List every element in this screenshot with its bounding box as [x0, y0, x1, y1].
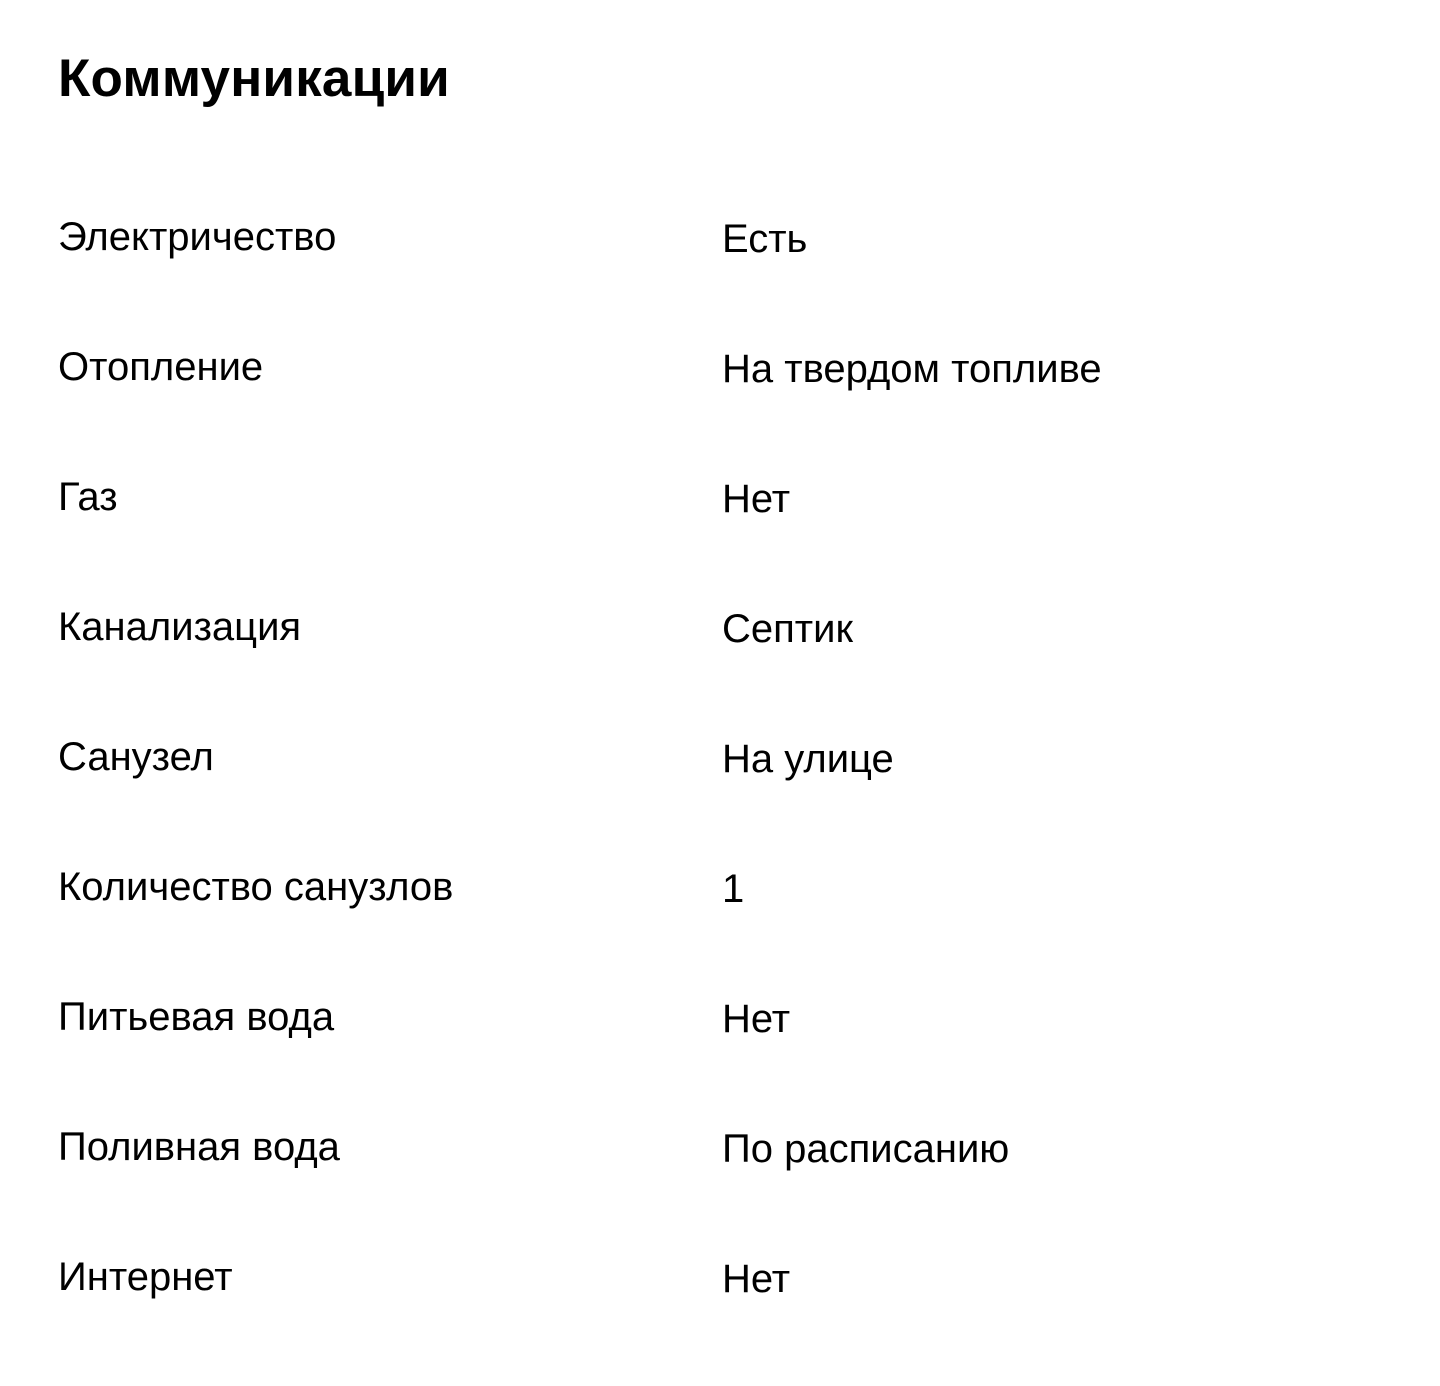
- property-label: Газ: [58, 475, 118, 519]
- property-row-gas: [58, 465, 1398, 595]
- property-label: Канализация: [58, 605, 302, 649]
- property-row-electricity: [58, 205, 1398, 335]
- property-value: Нет: [722, 997, 791, 1041]
- section-title: Коммуникации: [58, 49, 450, 108]
- property-value: Нет: [722, 1257, 791, 1301]
- property-value: На улице: [722, 737, 894, 781]
- property-row-irrigation-water: [58, 1115, 1398, 1245]
- property-row-bathroom: [58, 725, 1398, 855]
- property-label: Поливная вода: [58, 1125, 340, 1169]
- property-value: Есть: [722, 217, 808, 261]
- property-label: Питьевая вода: [58, 995, 335, 1039]
- property-value: На твердом топливе: [722, 347, 1102, 391]
- property-list: [58, 205, 1398, 1375]
- property-label: Санузел: [58, 735, 214, 779]
- property-row-sewerage: [58, 595, 1398, 725]
- property-label: Количество санузлов: [58, 865, 454, 909]
- property-value: 1: [722, 867, 745, 911]
- property-row-heating: [58, 335, 1398, 465]
- property-value: Нет: [722, 477, 791, 521]
- property-label: Электричество: [58, 215, 337, 259]
- property-value: Септик: [722, 607, 853, 651]
- property-row-bathroom-count: [58, 855, 1398, 985]
- property-row-drinking-water: [58, 985, 1398, 1115]
- property-label: Отопление: [58, 345, 264, 389]
- property-label: Интернет: [58, 1255, 233, 1299]
- property-value: По расписанию: [722, 1127, 1010, 1171]
- property-row-internet: [58, 1245, 1398, 1375]
